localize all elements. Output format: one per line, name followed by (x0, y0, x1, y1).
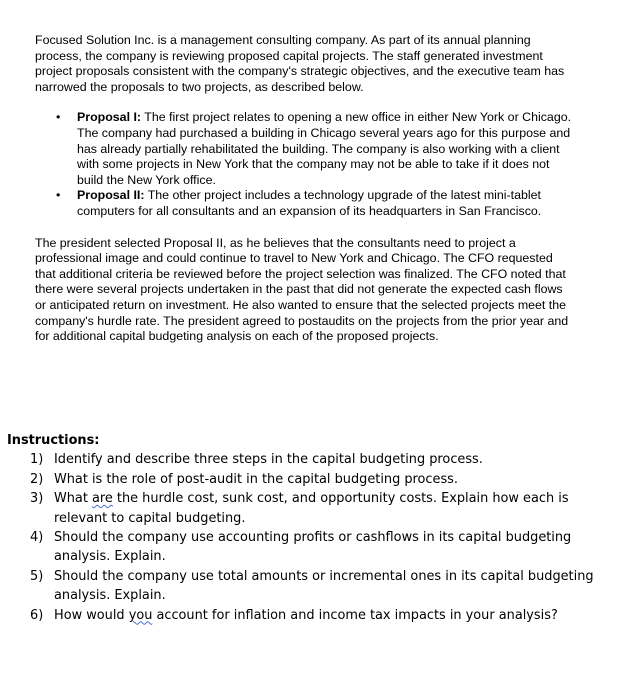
bullet-icon: • (56, 110, 61, 125)
intro-paragraph: Focused Solution Inc. is a management consulting company. As part of its annual planning process, the company is reviewing proposed capital projects. The staff generated investment project proposals consistent with the company's strategic objectives, and the executive team has narrowed the proposals to two projects, as described below. (35, 33, 565, 94)
proposal-text: The first project relates to opening a new office in either New York or Chicago. The company had purchased a building in Chicago several years ago for this purpose and has already partially rehabilitated the building. The company is also working with a client with some projects in New York that the company may not be able to take if it does not build the New York office. (77, 110, 572, 187)
grammar-flagged-word[interactable]: you (128, 607, 153, 623)
instructions-title: Instructions: (7, 433, 100, 448)
question-item (30, 528, 612, 567)
question-text-end: the hurdle cost, sunk cost, and opportunity costs. Explain how each is relevant to capital budgeting. (54, 491, 569, 526)
question-text: Should the company use total amounts or incremental ones in its capital budgeting analysis. Explain. (54, 568, 594, 604)
question-item (30, 450, 612, 469)
proposal-item (56, 188, 575, 219)
proposal-label: Proposal II: (77, 188, 145, 203)
question-number: 5) (30, 568, 44, 584)
president-paragraph: The president selected Proposal II, as he believes that the consultants need to project a professional image and could continue to travel to New York and Chicago. The CFO requested that additional criteria be reviewed before the project selection was finalized. The CFO noted that there were several projects undertaken in the past that did not generate the expected cash flows or anticipated return on investment. He also wanted to ensure that the selected projects meet the company's hurdle rate. The president agreed to postaudits on the projects from the prior year and for additional capital budgeting analysis on each of the proposed projects. (35, 235, 569, 344)
question-number: 3) (30, 491, 44, 507)
question-text-start: What (54, 491, 92, 507)
proposal-text: The other project includes a technology upgrade of the latest mini-tablet computers for all consultants and an expansion of its headquarters in San Francisco. (77, 188, 542, 218)
proposal-item (56, 110, 575, 188)
question-item (30, 606, 612, 625)
question-list (7, 450, 612, 625)
proposal-label: Proposal I: (77, 110, 142, 125)
question-item (30, 470, 612, 489)
grammar-flagged-word[interactable]: are (91, 491, 113, 507)
case-description (35, 33, 575, 345)
question-text: What is the role of post-audit in the capital budgeting process. (54, 471, 458, 487)
instructions-section (7, 431, 612, 625)
question-text-start: How would (54, 607, 129, 623)
question-item (30, 489, 612, 528)
question-text: Should the company use accounting profits or cashflows in its capital budgeting analysis. Explain. (54, 530, 572, 565)
question-number: 2) (30, 471, 44, 487)
question-number: 1) (30, 452, 44, 468)
question-number: 4) (30, 530, 44, 546)
question-number: 6) (30, 607, 44, 623)
question-text-end: account for inflation and income tax impacts in your analysis? (152, 607, 558, 623)
proposal-list (35, 110, 575, 219)
bullet-icon: • (56, 188, 61, 203)
question-item (30, 567, 612, 606)
question-text: Identify and describe three steps in the capital budgeting process. (54, 452, 483, 468)
